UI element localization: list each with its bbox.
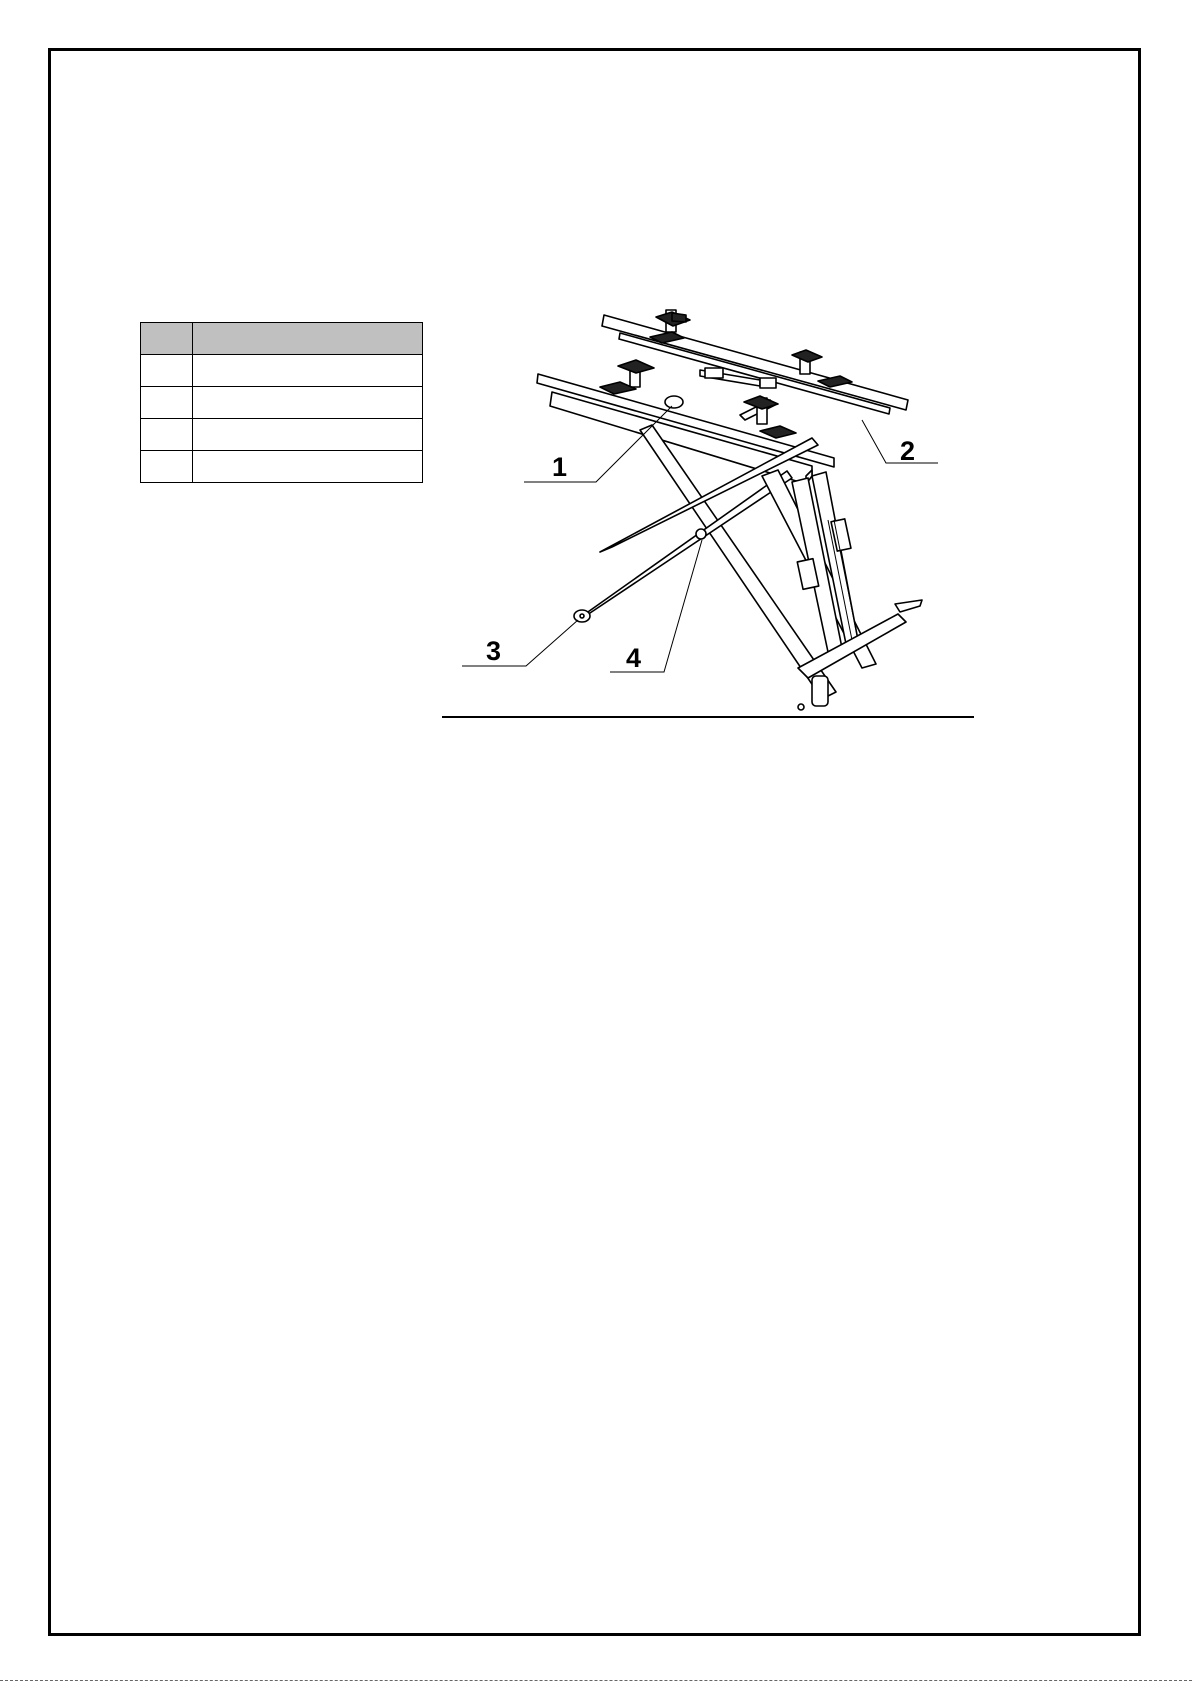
row-number-cell (141, 419, 193, 451)
table-row (141, 419, 423, 451)
row-name-cell (193, 419, 423, 451)
header-name-cell (193, 323, 423, 355)
callout-3: 3 (486, 636, 502, 666)
page-bottom-rule (0, 1680, 1192, 1681)
lifting-pad (600, 360, 654, 394)
arm-end-roller (574, 610, 590, 622)
runway-hinge (665, 396, 683, 408)
parts-table-header (141, 323, 423, 355)
parts-table (140, 322, 423, 483)
row-name-cell (193, 387, 423, 419)
table-row (141, 451, 423, 483)
callout-2: 2 (900, 436, 916, 466)
row-name-cell (193, 355, 423, 387)
callout-4: 4 (626, 643, 642, 673)
table-row (141, 387, 423, 419)
page-frame (48, 48, 1141, 1636)
row-number-cell (141, 451, 193, 483)
header-number-cell (141, 323, 193, 355)
row-number-cell (141, 387, 193, 419)
center-pivot (696, 529, 706, 539)
row-name-cell (193, 451, 423, 483)
scissor-lift-drawing (430, 300, 990, 730)
hydraulic-cylinder (792, 472, 858, 652)
table-row (141, 355, 423, 387)
front-runway (537, 374, 834, 484)
callout-1: 1 (552, 452, 568, 482)
row-number-cell (141, 355, 193, 387)
lifting-pad (650, 310, 690, 343)
